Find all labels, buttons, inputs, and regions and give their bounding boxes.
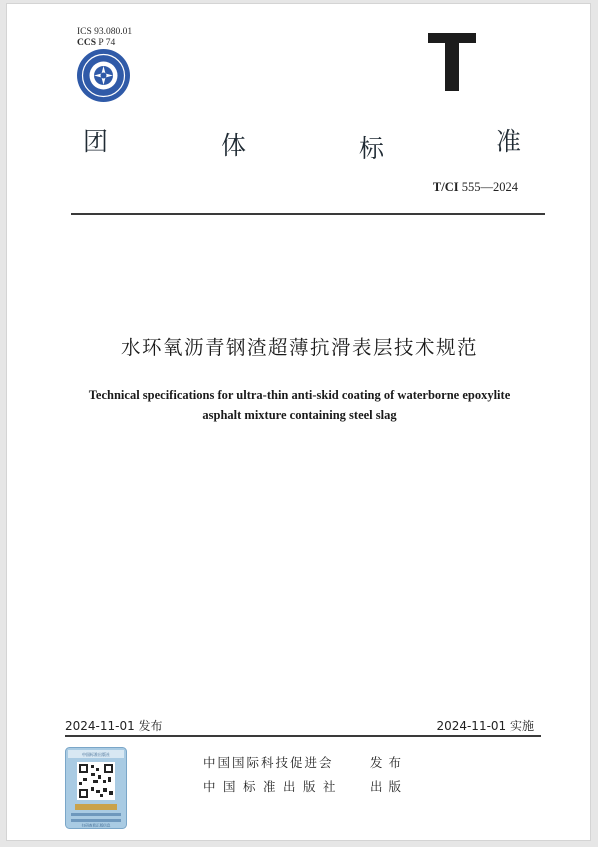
ccs-prefix: CCS (77, 38, 97, 48)
implement-date: 2024-11-01 实施 (436, 719, 534, 733)
title-chinese: 水环氧沥青钢渣超薄抗滑表层技术规范 (120, 336, 478, 359)
press-name: 中国标准出版社 (203, 779, 344, 794)
standard-prefix: T/CI (432, 180, 459, 194)
publish-date: 2024-11-01 发布 (65, 719, 163, 733)
association-logo-icon (76, 48, 131, 103)
category-char-4: 准 (496, 127, 522, 156)
ccs-number: P 74 (98, 38, 116, 48)
standard-code: 555—2024 (461, 180, 518, 194)
category-letter-t (427, 32, 477, 92)
title-english-line-1: Technical specifications for ultra-thin anti-skid coating of waterborne epoxylite (88, 388, 511, 402)
standard-category-heading (7, 120, 592, 163)
classification-codes (77, 27, 132, 49)
press-action: 出版 (370, 779, 408, 794)
standard-number (433, 180, 518, 195)
sticker-bottom-text: 扫码查看正版信息 (81, 823, 111, 828)
category-char-3: 标 (359, 134, 385, 163)
top-divider (71, 213, 545, 215)
sticker-top-text: 中国标准出版社 (82, 752, 110, 757)
issuer-action: 发布 (370, 755, 408, 770)
category-char-1: 团 (83, 127, 109, 156)
issuer-name: 中国国际科技促进会 (203, 755, 334, 770)
bottom-divider (65, 735, 541, 737)
title-english (47, 385, 552, 425)
anti-counterfeit-sticker-icon (65, 747, 127, 829)
title-english-line-2: asphalt mixture containing steel slag (202, 408, 397, 422)
category-char-2: 体 (221, 131, 247, 160)
ics-code: ICS 93.080.01 (77, 27, 133, 37)
document-cover (6, 3, 591, 841)
